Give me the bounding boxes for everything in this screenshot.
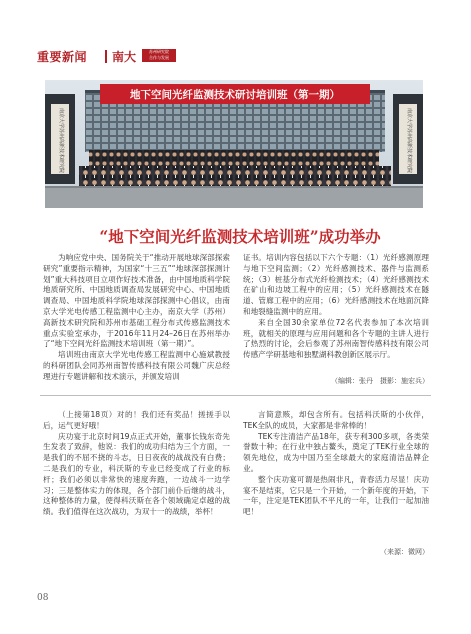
article-paragraph: 庆功宴于北京时间19点正式开始，董事长钱东奇先生发表了致辞，他说：我们的成功归结为三个方面，一是我们的不屈不挠的斗志，日日夜夜的战战没有白费；二是我们的专业，科沃斯的专业已经变成了行业的标杆；我们必须以非常快的速度奔跑，一边战斗一边学习；三是整体实力的体现，各个部门前仆后继的战斗，这种整体的力量，使得科沃斯在各个领域确定卓越的战绩。我们值得在这次战功，为双十一的战绩，举杯！ [43, 431, 230, 517]
article2-credit: （来源：微网） [380, 548, 429, 556]
article-paragraph: TEK专注清洁产品18年，获专利300多项，各类荣誉数十种；在行业中独占鳌头，奠定了TEK行业全球的领先地位，成为中国乃至全球最大的家庭清洁品牌企业。 [243, 431, 429, 473]
section-divider [40, 395, 431, 396]
logo-tag-line-1: 苏州研究院 [149, 49, 169, 54]
article-paragraph: 证书。培训内容包括以下六个专题：（1）光纤感测原理与地下空间监测；（2）光纤感测技术、器件与监测系统；（3）桩基分布式光纤检测技术；（4）光纤感测技术在矿山和边坡工程中的应用；（5）光纤感测技术在隧道、管廊工程中的应用；（6）光纤感测技术在地面沉降和地裂缝监测中的应用。 [243, 253, 429, 316]
article-paragraph: 言简意赅，却包含所有。包括科沃斯的小伙伴，TEK全队的成员，大家都是非常棒的！ [243, 410, 429, 430]
page-number: 08 [37, 593, 49, 603]
group-photo [45, 80, 423, 208]
section-title: 重要新闻 [37, 50, 88, 64]
article-column-2 [243, 253, 429, 361]
page-header [37, 44, 437, 70]
article-credit: （编辑：张丹 摄影：施宏兵） [331, 377, 429, 385]
article-paragraph: 整个庆功宴可谓是热闹非凡，青春活力尽显！庆功宴不是结束，它只是一个开始，一个新年度的开始，下一年，注定是TEK团队不平凡的一年，让我们一起加油吧！ [243, 474, 429, 517]
article-paragraph: 来自全国30余家单位72名代表参加了本次培训班，就相关的原理与应用问题和各个专题的主讲人进行了热烈的讨论，会后参观了苏州南智传感科技有限公司传感产学研基地和独墅湖科教创新区展示厅。 [243, 317, 429, 360]
article2-column-1 [43, 410, 230, 518]
event-banner-text: 地下空间光纤监测技术研讨培训班（第一期） [130, 89, 340, 101]
publication-logo-tag [142, 49, 176, 62]
article2-column-2 [243, 410, 429, 518]
publication-logo: 南大 [112, 50, 137, 64]
article-paragraph: 为响应党中央、国务院关于“推动开展地球深部探索研究”重要指示精神，为国家“十三五”“地球深部探测计划”重大科技项目立项作好技术准备，由中国地质科学院地质研究所、中国地质调查局发展研究中心、中国地质调查局、中国地质科学院地球深部探测中心倡议，由南京大学光电传感工程监测中心主办，南京大学（苏州）高新技术研究院和苏州市基础工程分布式传感监测技术重点实验室承办，于2016年11月24–26日在苏州举办了“地下空间光纤监测技术培训班（第一期）”。 [43, 253, 230, 349]
logo-tag-line-2: 合作与发展 [149, 55, 169, 60]
header-separator [105, 50, 107, 63]
article-paragraph: （上接第18页）对的！我们还有奖品！搓搓手以后，运气更好哦！ [43, 410, 230, 430]
group-photo-image [45, 80, 423, 208]
article-headline: “地下空间光纤监测技术培训班”成功举办 [99, 227, 381, 246]
article-paragraph: 培训班由南京大学光电传感工程监测中心施斌教授的科研团队会同苏州南智传感科技有限公司魏广庆总经理进行专题讲解和技术演示，并颁发培训 [43, 350, 230, 381]
sign-left-text: 南京大学苏州高新技术研究院 [58, 108, 64, 174]
sign-right-text: 南京大学苏州高新技术研究院 [406, 108, 412, 174]
article-column-1 [43, 253, 230, 383]
